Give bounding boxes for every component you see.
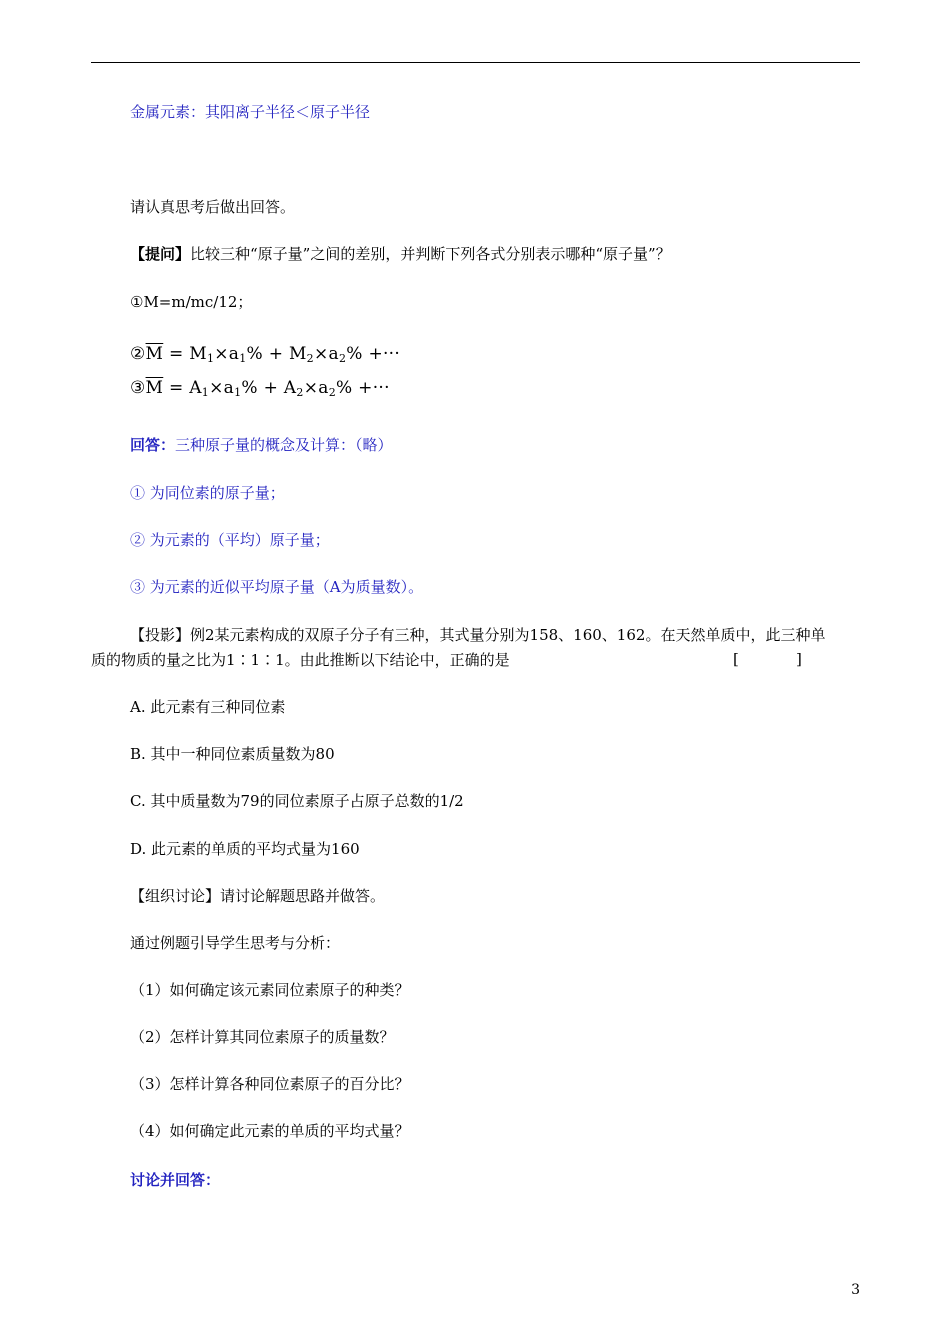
guide-question-2: （2）怎样计算其同位素原子的质量数？ [130, 1028, 395, 1046]
projection-line-2: 质的物质的量之比为1∶1∶1。由此推断以下结论中，正确的是 [91, 651, 510, 669]
answer-text: 三种原子量的概念及计算：（略） [175, 436, 393, 454]
option-d: D. 此元素的单质的平均式量为160 [130, 840, 360, 858]
metal-radius-note: 金属元素：其阳离子半径＜原子半径 [130, 103, 371, 121]
option-b: B. 其中一种同位素质量数为80 [130, 745, 335, 763]
discussion-paragraph [130, 886, 385, 906]
question-tag: 【提问】 [130, 245, 191, 263]
option-a: A. 此元素有三种同位素 [130, 698, 286, 716]
discussion-tag: 【组织讨论】 [130, 887, 221, 905]
question-text: 比较三种“原子量”之间的差别，并判断下列各式分别表示哪种“原子量”？ [190, 245, 671, 263]
formula-2: $②\overline{M} = M_1\times a_1\% + M_2\times a_2\%$ +··· [130, 344, 401, 365]
discuss-answer-heading: 讨论并回答： [130, 1171, 221, 1189]
answer-item-2: ② 为元素的（平均）原子量； [130, 531, 330, 549]
answer-bracket-right: ] [796, 650, 802, 668]
answer-paragraph [130, 435, 393, 455]
formula-3: $③\overline{M} = A_1\times a_1\% + A_2\times a_2\%$ +··· [130, 378, 390, 399]
header-rule [91, 62, 860, 63]
question-paragraph [130, 244, 671, 264]
answer-item-1: ① 为同位素的原子量； [130, 484, 285, 502]
answer-item-3: ③ 为元素的近似平均原子量（A为质量数）。 [130, 578, 424, 596]
discussion-text: 请讨论解题思路并做答。 [220, 887, 386, 905]
guide-question-3: （3）怎样计算各种同位素原子的百分比？ [130, 1075, 410, 1093]
answer-bracket-left: [ [733, 650, 739, 668]
answer-tag: 回答： [130, 436, 176, 454]
option-c: C. 其中质量数为79的同位素原子占原子总数的1/2 [130, 792, 464, 810]
guide-text: 通过例题引导学生思考与分析： [130, 934, 341, 952]
guide-question-1: （1）如何确定该元素同位素原子的种类？ [130, 981, 410, 999]
projection-line-1: 【投影】例2某元素构成的双原子分子有三种，其式量分别为158、160、162。在天然单质中，此三种单 [130, 626, 826, 644]
formula-1: ①M=m/mc/12； [130, 293, 253, 311]
guide-question-4: （4）如何确定此元素的单质的平均式量？ [130, 1122, 410, 1140]
think-prompt: 请认真思考后做出回答。 [130, 198, 296, 216]
page-number: 3 [851, 1282, 860, 1298]
